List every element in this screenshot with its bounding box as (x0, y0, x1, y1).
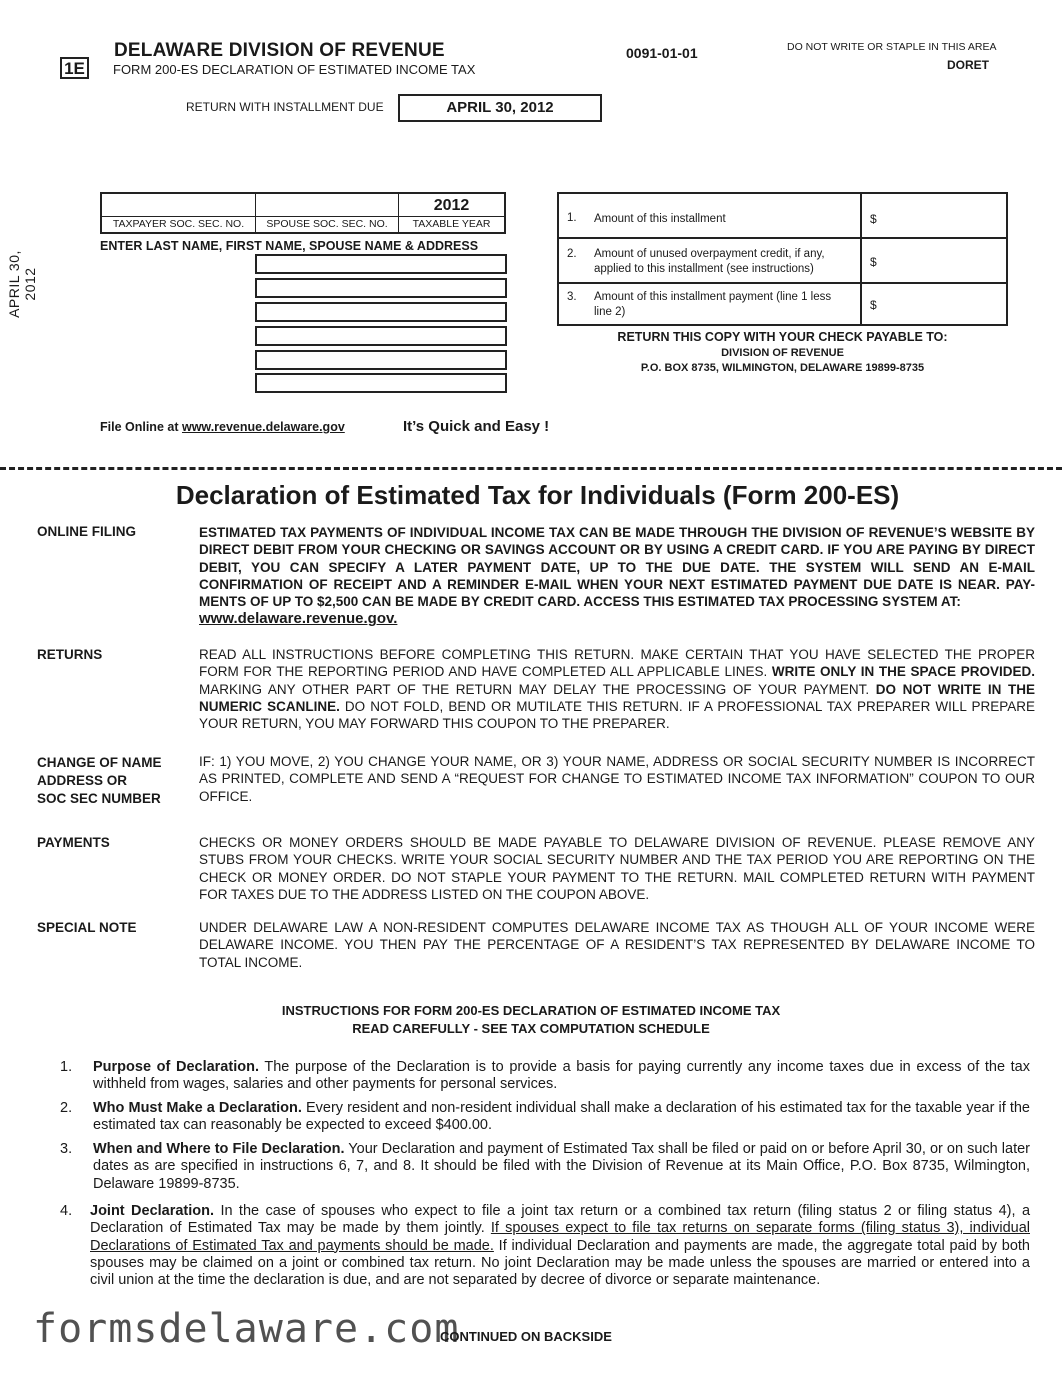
name-address-line[interactable] (255, 326, 507, 346)
spouse-ssn-label: SPOUSE SOC. SEC. NO. (256, 216, 398, 232)
change-label-3: SOC SEC NUMBER (37, 791, 161, 806)
change-label-1: CHANGE OF NAME (37, 755, 162, 770)
form-code: 1E (60, 57, 89, 79)
item-text-2: If individual Declaration and payments are made, the aggregate total paid by both spouses may be claimed on a joint or combined tax return. No joint Declaration may be made unless the spouses are married or entered into a civil union at the time the declaration is due, and are not separated by decree of divorce or separate maintenance. (90, 1237, 1030, 1289)
item-text-underlined: If spouses expect to file tax returns on separate forms (filing status 3), individual Declarations of Estimated Tax and payments should be made. (90, 1220, 1030, 1254)
amount-row (559, 284, 1006, 324)
line-text: Amount of this installment payment (line 1 less line 2) (594, 291, 832, 318)
item-text: Every resident and non-resident individual shall make a declaration of his estimated tax for the taxable year if the estimated tax can reasonably be expected to exceed $400.00. (93, 1100, 1030, 1134)
item-title: Joint Declaration. (90, 1203, 215, 1219)
do-not-write-notice: DO NOT WRITE OR STAPLE IN THIS AREA (787, 41, 997, 53)
page-title: Declaration of Estimated Tax for Individuals (Form 200-ES) (175, 480, 900, 510)
name-address-label: ENTER LAST NAME, FIRST NAME, SPOUSE NAME & ADDRESS (100, 239, 479, 253)
change-label (37, 754, 162, 808)
taxable-year-value: 2012 (433, 197, 470, 214)
taxable-year-label: TAXABLE YEAR (399, 216, 504, 232)
file-online (100, 420, 345, 434)
line-number: 3. (567, 291, 577, 303)
returns-p2: MARKING ANY OTHER PART OF THE RETURN MAY DELAY THE PROCESSING OF YOUR PAYMENT. (199, 681, 876, 697)
change-text: IF: 1) YOU MOVE, 2) YOU CHANGE YOUR NAME, OR 3) YOUR NAME, ADDRESS OR SOCIAL SECURITY NUMBER IS INCORRECT AS PRINTED, COMPLETE AND SEND A “REQUEST FOR CHANGE TO ESTIMATED INCOME TAX INFORMATION” COUPON TO OUR OFFICE. (199, 754, 1035, 804)
watermark: formsdelaware.com (33, 1306, 460, 1352)
online-filing-label: ONLINE FILING (37, 524, 136, 539)
amount-table (557, 192, 1008, 326)
instructions-heading (0, 1002, 1062, 1038)
change-label-2: ADDRESS OR (37, 773, 128, 788)
instructions-heading-2: READ CAREFULLY - SEE TAX COMPUTATION SCHEDULE (352, 1021, 710, 1036)
cut-line (0, 467, 1062, 470)
payee-name: DIVISION OF REVENUE (721, 347, 844, 359)
instruction-item (60, 1100, 1030, 1135)
installment-label: RETURN WITH INSTALLMENT DUE (186, 100, 384, 114)
installment-date: APRIL 30, 2012 (398, 94, 602, 122)
taxable-year-field (399, 194, 504, 232)
item-text: In the case of spouses who expect to file a joint tax return or a combined tax return (filing status 2 or filing status 4), a Declaration of Estimated Tax may be made by them jointly. (90, 1203, 1031, 1237)
amount-field[interactable]: $ (870, 212, 877, 226)
taxpayer-ssn-field[interactable] (102, 194, 256, 232)
item-number: 1. (60, 1059, 73, 1075)
returns-p1: READ ALL INSTRUCTIONS BEFORE COMPLETING THIS RETURN. MAKE CERTAIN THAT YOU HAVE SELECTED THE PROPER FORM FOR THE REPORTING PERIOD AND HAVE COMPLETED ALL APPLICABLE LINES. (199, 647, 1035, 680)
online-filing-text (199, 524, 1035, 628)
line-number: 2. (567, 248, 577, 260)
item-title: Who Must Make a Declaration. (93, 1100, 302, 1116)
form-number: 0091-01-01 (626, 45, 698, 61)
vertical-date: APRIL 30, 2012 (6, 250, 38, 318)
returns-b2: DO NOT WRITE IN THE NUMERIC SCANLINE. (199, 681, 1035, 714)
amount-row (559, 239, 1006, 284)
online-filing-body: ESTIMATED TAX PAYMENTS OF INDIVIDUAL INCOME TAX CAN BE MADE THROUGH THE DIVISION OF REVENUE’S WEBSITE BY DIRECT DEBIT FROM YOUR CHECKING OR SAVINGS ACCOUNT OR BY USING A CREDIT CARD. IF YOU ARE PAYING BY DIRECT DEBIT, YOU CAN SPECIFY A LATER PAYMENT DATE, UP TO THE DUE DATE. THE SYSTEM WILL SEND AN E-MAIL CONFIRMATION OF RECEIPT AND A REMINDER E-MAIL WHEN YOUR NEXT ESTIMATED PAYMENT DUE DATE IS NEAR. PAY-MENTS OF UP TO $2,500 CAN BE MADE BY CREDIT CARD. ACCESS THIS ESTIMATED TAX PROCESSING SYSTEM AT: (199, 525, 1035, 610)
amount-field[interactable]: $ (870, 298, 877, 312)
payments-label: PAYMENTS (37, 835, 110, 850)
amount-row (559, 194, 1006, 239)
instruction-item (60, 1059, 1030, 1094)
ssn-table (100, 192, 506, 234)
special-note-text: UNDER DELAWARE LAW A NON-RESIDENT COMPUTES DELAWARE INCOME TAX AS THOUGH ALL OF YOUR INCOME WERE DELAWARE INCOME. YOU THEN PAY THE PERCENTAGE OF A RESIDENT’S TAX REPRESENTED BY DELAWARE INCOME TO TOTAL INCOME. (199, 920, 1035, 970)
form-name: FORM 200-ES DECLARATION OF ESTIMATED INCOME TAX (113, 62, 476, 77)
line-number: 1. (567, 212, 577, 224)
name-address-line[interactable] (255, 254, 507, 274)
item-number: 4. (60, 1203, 73, 1219)
amount-field[interactable]: $ (870, 255, 877, 269)
file-online-link[interactable]: www.revenue.delaware.gov (181, 420, 345, 434)
quick-easy-text: It’s Quick and Easy ! (403, 418, 550, 435)
taxpayer-ssn-label: TAXPAYER SOC. SEC. NO. (102, 216, 255, 232)
returns-label: RETURNS (37, 647, 103, 662)
continued-note: CONTINUED ON BACKSIDE (440, 1329, 612, 1344)
file-online-prefix: File Online at (100, 420, 179, 434)
item-title: Purpose of Declaration. (93, 1059, 259, 1075)
instruction-item (60, 1203, 1030, 1289)
returns-text (199, 646, 1035, 732)
name-address-line[interactable] (255, 373, 507, 393)
agency-title: DELAWARE DIVISION OF REVENUE (114, 40, 445, 61)
item-text: The purpose of the Declaration is to provide a basis for paying currently any income taxes due in excess of the tax withheld from wages, salaries and other payments for personal services. (93, 1059, 1030, 1093)
instructions-heading-1: INSTRUCTIONS FOR FORM 200-ES DECLARATION OF ESTIMATED INCOME TAX (281, 1003, 781, 1018)
item-number: 3. (60, 1141, 73, 1157)
line-text: Amount of unused overpayment credit, if any, applied to this installment (see instructions) (594, 248, 825, 275)
line-text: Amount of this installment (594, 213, 726, 225)
item-number: 2. (60, 1100, 73, 1116)
special-note-label: SPECIAL NOTE (37, 920, 137, 935)
return-copy-label: RETURN THIS COPY WITH YOUR CHECK PAYABLE TO: (617, 330, 948, 344)
item-text: Your Declaration and payment of Estimated Tax shall be filed or paid on or before April 30, or on such later dates as are specified in instructions 6, 7, and 8. It should be filed with the Division of Revenue at its Main Office, P.O. Box 8735, Wilmington, Delaware 19899-8735. (93, 1141, 1030, 1192)
payee-address: P.O. BOX 8735, WILMINGTON, DELAWARE 19899-8735 (640, 362, 925, 374)
returns-p3: DO NOT FOLD, BEND OR MUTILATE THIS RETURN. IF A PROFESSIONAL TAX PREPARER WILL PREPARE YOUR RETURN, YOU MAY FORWARD THIS COUPON TO THE PREPARER. (199, 698, 1035, 732)
name-address-line[interactable] (255, 302, 507, 322)
spouse-ssn-field[interactable] (256, 194, 399, 232)
name-address-line[interactable] (255, 350, 507, 370)
return-copy-block (557, 330, 1008, 374)
name-address-line[interactable] (255, 278, 507, 298)
returns-b1: WRITE ONLY IN THE SPACE PROVIDED. (771, 664, 1035, 680)
doret-code: DORET (947, 58, 989, 72)
online-filing-link[interactable]: www.delaware.revenue.gov. (199, 610, 398, 628)
payments-text: CHECKS OR MONEY ORDERS SHOULD BE MADE PAYABLE TO DELAWARE DIVISION OF REVENUE. PLEASE REMOVE ANY STUBS FROM YOUR CHECKS. WRITE YOUR SOCIAL SECURITY NUMBER AND THE TAX PERIOD YOU ARE REPORTING ON THE CHECK OR MONEY ORDER. DO NOT STAPLE YOUR PAYMENT TO THE RETURN. MAIL COMPLETED RETURN WITH PAYMENT FOR TAXES DUE TO THE ADDRESS LISTED ON THE COUPON ABOVE. (199, 835, 1035, 902)
instruction-item (60, 1141, 1030, 1193)
item-title: When and Where to File Declaration. (93, 1141, 345, 1157)
